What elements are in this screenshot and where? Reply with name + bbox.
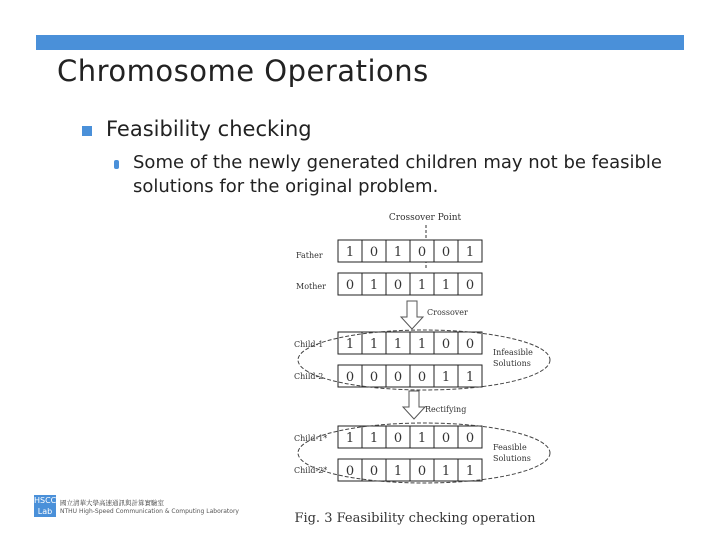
crossover-point-label: Crossover Point [388,213,462,223]
logo-text-top: HSCC [34,496,57,505]
bullet-infeasible-children: Some of the newly generated children may not be feasible solutions for the original problem. [133,152,662,197]
gene-value: 0 [393,431,403,446]
crossover-arrow [401,301,423,329]
gene-value: 1 [417,337,427,352]
crossover-label: Crossover [427,308,468,317]
rectifying-label: Rectifying [425,405,467,414]
feasible-label-2: Solutions [493,454,531,463]
rectifying-arrow [403,391,425,419]
chromosome-grids [338,240,482,481]
gene-value: 0 [345,464,355,479]
chromosome-row-child-1-star [338,426,482,448]
chromosome-row-mother [338,273,482,295]
infeasible-label-1: Infeasible [493,348,533,357]
gene-value: 0 [393,278,403,293]
gene-value: 0 [465,431,475,446]
gene-value: 1 [441,278,451,293]
gene-value: 0 [417,370,427,385]
gene-value: 0 [441,431,451,446]
row-label-father: Father [296,251,323,260]
gene-value: 1 [441,370,451,385]
footer-lab-name-english: NTHU High-Speed Communication & Computing Laboratory [60,508,239,515]
figure-caption: Fig. 3 Feasibility checking operation [294,511,536,526]
logo-text-bottom: Lab [37,507,53,516]
gene-value: 0 [417,245,427,260]
gene-value: 0 [441,337,451,352]
chromosome-row-child-1 [338,332,482,354]
gene-value: 1 [393,464,403,479]
gene-value: 1 [417,431,427,446]
gene-value: 0 [465,337,475,352]
round-bullet-icon [114,160,119,169]
gene-value: 0 [441,245,451,260]
row-label-child-2-star: Child-2* [294,466,328,475]
gene-value: 1 [417,278,427,293]
title-bar-accent [36,35,684,50]
gene-value: 1 [345,245,355,260]
chromosome-row-child-2-star [338,459,482,481]
row-label-child-1-star: Child-1* [294,434,328,443]
gene-value: 1 [369,278,379,293]
gene-value: 1 [369,337,379,352]
bullet-feasibility-checking: Feasibility checking [106,117,312,141]
gene-value: 1 [369,431,379,446]
gene-value: 0 [369,245,379,260]
feasibility-figure [290,205,560,535]
gene-value: 0 [393,370,403,385]
gene-value: 1 [345,337,355,352]
gene-value: 1 [465,245,475,260]
row-label-child-2: Child-2 [294,372,324,381]
gene-value: 0 [465,278,475,293]
gene-value: 1 [345,431,355,446]
footer-lab-name-chinese: 國立清華大學高速通訊與計算實驗室 [60,499,164,507]
hscc-logo [34,495,56,517]
chromosome-row-father [338,240,482,262]
square-bullet-icon [82,126,92,136]
row-label-child-1: Child-1 [294,340,324,349]
gene-value: 1 [393,337,403,352]
gene-value: 1 [465,464,475,479]
gene-value: 1 [441,464,451,479]
gene-value: 0 [345,278,355,293]
gene-value: 0 [369,370,379,385]
gene-value: 0 [345,370,355,385]
gene-value: 0 [417,464,427,479]
chromosome-row-child-2 [338,365,482,387]
slide-title: Chromosome Operations [57,54,429,88]
gene-value: 0 [369,464,379,479]
row-label-mother: Mother [296,282,326,291]
infeasible-label-2: Solutions [493,359,531,368]
gene-value: 1 [393,245,403,260]
gene-value: 1 [465,370,475,385]
feasible-label-1: Feasible [493,443,527,452]
